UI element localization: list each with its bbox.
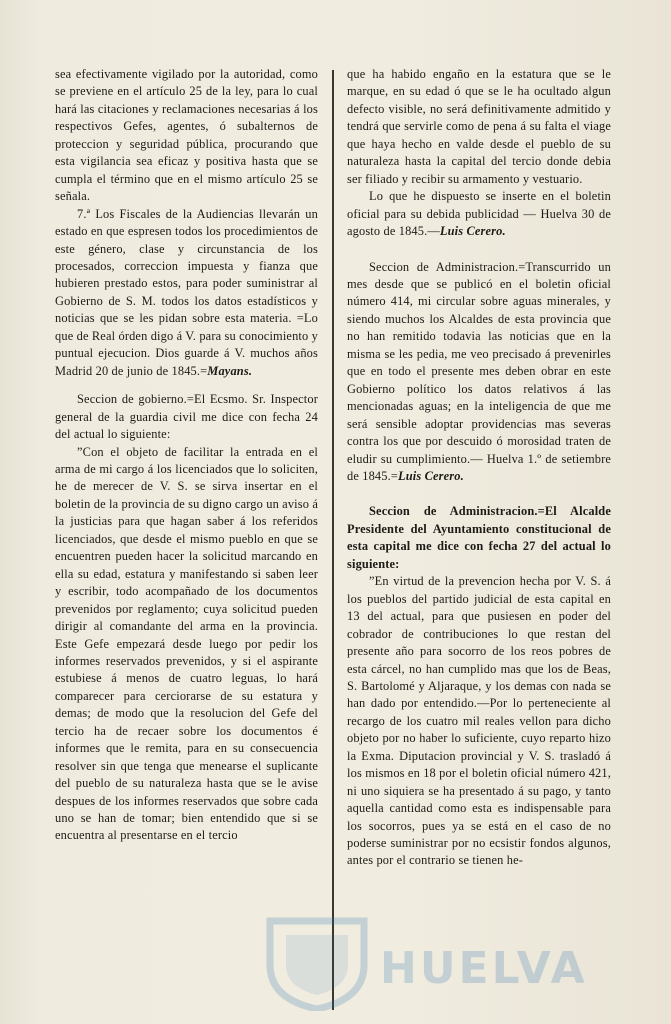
signature: Mayans. xyxy=(207,363,253,378)
paragraph-text: Lo que he dispuesto se inserte en el boletin oficial para su debida publicidad — Huelva 30 de agosto de 1845.— xyxy=(347,189,611,239)
paragraph xyxy=(55,206,318,381)
column-divider xyxy=(332,70,334,1010)
library-watermark xyxy=(262,905,662,1015)
paragraph: que ha habido engaño en la estatura que se le marque, en su edad ó que se le ha ocultado algun defecto visible, no será definitivamente admitido y tendrá que servirle como de pena á su falta el viage que haya hecho en valde desde el pueblo de su naturaleza hasta la capital del tercio donde debia ser filiado y recibir su armamento y vestuario. xyxy=(347,67,611,186)
signature: Luis Cerero. xyxy=(398,468,464,483)
left-column xyxy=(55,66,318,845)
paragraph: ”En virtud de la prevencion hecha por V. S. á los pueblos del partido judicial de esta capital en 13 del actual, para que pusiesen en poder del cobrador de contribuciones lo que restan del presente año para socorro de los reos pobres de esta cárcel, no han cumplido mas que los de Beas, S. Bartolomé y Aljaraque, y los demas con nada se han dado por entendido.—Por lo perteneciente al recargo de los cuatro mil reales vellon para dicho objeto por no haber lo suficiente, cuyo reparto hizo la Exma. Diputacion provincial y V. S. trasladó á los mismos en 18 por el boletin oficial número 421, ni uno siquiera se ha presentado á su pago, y tanto aquella cantidad como esta es indispensable para los socorros, pues ya se está en el caso de no poderse suministrar por no ecsistir fondos algunos, antes por el contrario se tienen he- xyxy=(347,574,611,868)
paragraph-text: Seccion de Administracion.=Transcurrido un mes desde que se publicó en el boletin oficial número 414, mi circular sobre aguas minerales, y siendo muchos los Alcaldes de esta provincia que no han remitido todavia las noticias que en la misma se les pedia, me veo precisado á prevenirles que en todo el presente mes deben obrar en este Gobierno político los datos relativos á las mencionadas aguas; en la inteligencia de que me será sensible adoptar providencias mas severas contra los que por descuido ó morosidad traten de eludir su cumplimiento.— Huelva 1.º de setiembre de 1845.= xyxy=(347,259,611,483)
paragraph xyxy=(347,188,611,240)
section-heading-paragraph: Seccion de Administracion.=El Alcalde Presidente del Ayuntamiento constitucional de esta capital me dice con fecha 27 del actual lo siguiente: xyxy=(347,504,611,571)
shield-logo-icon xyxy=(262,913,372,1011)
right-column xyxy=(347,66,611,870)
paragraph xyxy=(347,259,611,486)
signature: Luis Cerero. xyxy=(439,224,506,239)
paragraph-text: 7.ª Los Fiscales de la Audiencias llevarán un estado en que espresen todos los procedimientos de este género, clase y circunstancia de los procesados, correccion impuesta y fianza que hubieren prestado estos, para poder suministrar al Gobierno de S. M. todos los datos estadísticos y noticias que se les pidan sobre esta materia. =Lo que de Real órden digo á V. para su conocimiento y puntual ejecucion. Dios guarde á V. muchos años Madrid 20 de junio de 1845.= xyxy=(55,206,318,378)
section-heading-paragraph: Seccion de gobierno.=El Ecsmo. Sr. Inspector general de la guardia civil me dice con fecha 24 del actual lo siguiente: xyxy=(55,392,318,442)
paragraph: sea efectivamente vigilado por la autoridad, como se previene en el artículo 25 de la ley, para lo cual hará las citaciones y reclamaciones necesarias á los respectivos Gefes, agentes, ó subalternos de proteccion y seguridad pública, procurando que esta vigilancia sea eficaz y positiva hasta que se cumpla el término que en el mismo artículo 25 se señala. xyxy=(55,67,318,204)
watermark-text: HUELVA xyxy=(380,943,588,994)
paragraph: ”Con el objeto de facilitar la entrada en el arma de mi cargo á los licenciados que lo soliciten, he de merecer de V. S. se sirva insertar en el boletin de la provincia de su digno cargo un aviso á la justicias para que hagan saber á los referidos licenciados, que desde el mismo pueblo en que se encuentren pueden hacer la solicitud marcando en ella su edad, estatura y manifestando si saben leer y escribir, todo acompañado de los documentos prevenidos por reglamento; cuya solicitud pueden dirigir al comandante del arma en la provincia. Este Gefe empezará desde luego por pedir los informes reservados prevenidos, y si el aspirante estubiese á menos de cuatro leguas, lo hará comparecer para cerciorarse de su estatura y demas; de modo que la resolucion del Gefe del tercio ha de recaer sobre los documentos é informes que le remita, para en su consecuencia resolver sin que tenga que menearse el suplicante del pueblo de su naturaleza hasta que se le avise despues de los informes reservados que sobre cada uno se han de tomar; bien entendido que si se encuentra al presentarse en el tercio xyxy=(55,444,318,843)
